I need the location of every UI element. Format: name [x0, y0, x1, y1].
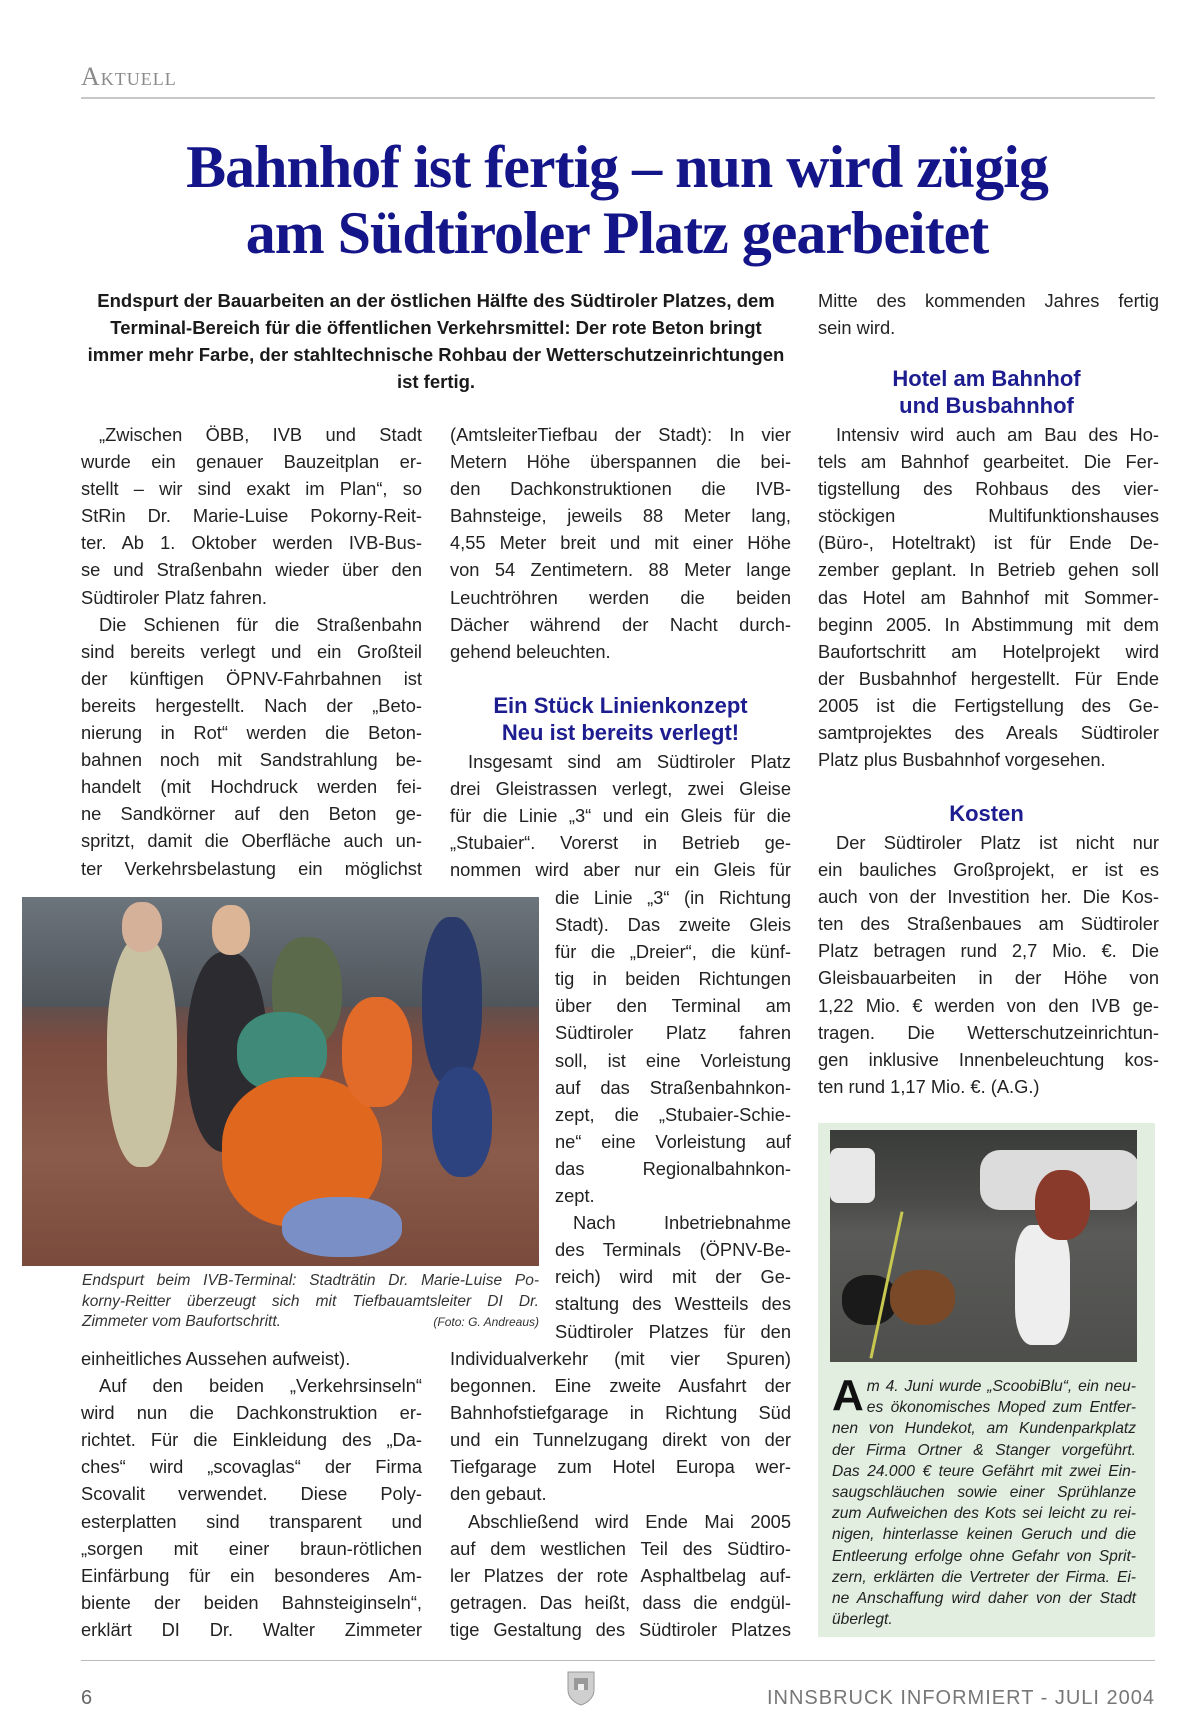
sidebar-lines [832, 1371, 1136, 1630]
headline-line-1: Bahnhof ist fertig – nun wird zügig [186, 134, 1048, 200]
page-number: 6 [81, 1687, 93, 1709]
text-line: Intensiv wird auch am Bau des Ho- [836, 424, 1159, 445]
text-line: Platz plus Busbahnhof vorgesehen. [818, 749, 1106, 771]
caption-line: korny-Reitter überzeugt sich mit Tiefbauamtsleiter DI Dr. [82, 1292, 539, 1310]
text-line: der künftigen ÖPNV-Fahrbahnen ist [81, 667, 422, 689]
column-1-bottom [81, 1345, 422, 1643]
text-line: staltung des Westteils des [555, 1293, 791, 1315]
text-line: ches“ wird „scovaglas“ der Firma [81, 1456, 422, 1478]
text-line: Tiefgarage zum Hotel Europa wer- [450, 1456, 791, 1478]
city-crest-icon [566, 1670, 596, 1706]
drop-cap: A [832, 1371, 864, 1420]
text-line: die Linie „3“ (in Richtung [555, 887, 791, 908]
text-line: wurde ein genauer Bauzeitplan er- [81, 451, 422, 473]
text-line: Südtiroler Platz fahren. [81, 586, 267, 608]
text-line: nommen wird aber nur ein Gleis für [450, 859, 791, 881]
text-line: 2005 ist die Fertigstellung des Ge- [818, 694, 1159, 716]
column-3-hotel [818, 421, 1159, 773]
sidebar-line: saugschläuchen sowie einer Sprühlanze [832, 1484, 1136, 1502]
headline-line-2: am Südtiroler Platz gearbeitet [245, 200, 989, 266]
scooter-dogs-photo [830, 1130, 1137, 1362]
text-line: ten rund 1,17 Mio. €. (A.G.) [818, 1075, 1040, 1097]
text-line: tigstellung des Rohbaus des vier- [818, 478, 1159, 500]
text-line: über den Terminal am [555, 995, 791, 1017]
subheading-kosten [818, 800, 1155, 827]
text-line: für die Linie „3“ und ein Gleis für die [450, 805, 791, 827]
column-2-bottom [450, 1345, 791, 1643]
text-line: Südtiroler Platzes für den [555, 1320, 791, 1342]
text-line: Einfärbung für ein besonderes Am- [81, 1564, 422, 1586]
text-line: Gleisbauarbeiten in der Höhe von [818, 967, 1159, 989]
column-2-narrow [555, 884, 791, 1345]
text-line: Baufortschritt am Hotelprojekt wird [818, 640, 1159, 662]
text-line: des Terminals (ÖPNV-Be- [555, 1239, 791, 1261]
text-line: zember geplant. In Betrieb gehen soll [818, 559, 1159, 581]
lead-paragraph: Endspurt der Bauarbeiten an der östlichen Hälfte des Südtiroler Platzes, dem Terminal-Bereich für die öffentlichen Verkehrsmittel: Der rote Beton bringt immer mehr Farbe, der stahltechnische Rohbau der Wetterschutzeinrichtungen ist fertig. [87, 290, 785, 392]
construction-site-photo [22, 897, 539, 1266]
text-line: einheitliches Aussehen aufweist). [81, 1348, 351, 1369]
text-line: und ein Tunnelzugang direkt von der [450, 1429, 791, 1451]
text-line: 1,22 Mio. € werden von den IVB ge- [818, 994, 1159, 1016]
text-line: erklärt DI Dr. Walter Zimmeter [81, 1618, 422, 1640]
text-line: 4,55 Meter breit und mit einer Höhe [450, 532, 791, 554]
text-line: auf dem westlichen Teil des Südtiro- [450, 1537, 791, 1559]
text-line: StRin Dr. Marie-Luise Pokorny-Reit- [81, 505, 422, 527]
text-line: (AmtsleiterTiefbau der Stadt): In vier [450, 424, 791, 445]
sidebar-line: nigen, hinterlasse keinen Geruch und die [832, 1526, 1136, 1544]
sidebar-line: überlegt. [832, 1611, 893, 1629]
text-line: getragen. Das heißt, dass die endgül- [450, 1591, 791, 1613]
column-3-top [818, 287, 1159, 341]
text-line: für die „Dreier“, die künf- [555, 941, 791, 963]
sidebar-line: ne Anschaffung wird daher von der Stadt [832, 1590, 1136, 1608]
text-line: Abschließend wird Ende Mai 2005 [468, 1510, 791, 1532]
text-line: Der Südtiroler Platz ist nicht nur [836, 832, 1159, 853]
text-line: Bahnhofstiefgarage in Richtung Süd [450, 1402, 791, 1424]
text-line: ne“ eine Vorleistung auf [555, 1130, 791, 1152]
text-line: gen inklusive Innenbeleuchtung kos- [818, 1048, 1159, 1070]
caption-text: Zimmeter vom Baufortschritt. [82, 1313, 281, 1330]
sidebar-line: Das 24.000 € teure Gefährt mit zwei Ein- [832, 1462, 1136, 1480]
text-line: ler Platzes der rote Asphaltbelag auf- [450, 1564, 791, 1586]
text-line: bahnen noch mit Sandstrahlung be- [81, 749, 422, 771]
text-line: reich) wird mit der Ge- [555, 1266, 791, 1288]
text-line: beginn 2005. In Abstimmung mit dem [818, 613, 1159, 635]
text-line: das Regionalbahnkon- [555, 1157, 791, 1179]
sidebar-line: Entleerung erfolge ohne Gefahr von Sprit- [832, 1547, 1136, 1565]
text-line: Auf den beiden „Verkehrsinseln“ [99, 1375, 422, 1397]
text-line: Stadt). Das zweite Gleis [555, 914, 791, 936]
text-line: tige Gestaltung des Südtiroler Platzes [450, 1618, 791, 1640]
subheading-line: Hotel am Bahnhof [892, 366, 1081, 391]
footer-rule [81, 1660, 1155, 1661]
photo-credit: (Foto: G. Andreaus) [433, 1315, 539, 1329]
text-line: sind bereits verlegt und ein Großteil [81, 640, 422, 662]
text-line: Insgesamt sind am Südtiroler Platz [468, 751, 791, 772]
text-line: wird nun die Dachkonstruktion er- [81, 1402, 422, 1424]
subheading-line: Kosten [949, 801, 1024, 826]
text-line: tels am Bahnhof gearbeitet. Die Fer- [818, 451, 1159, 473]
caption-line [82, 1312, 539, 1333]
text-line: Platz betragen rund 2,7 Mio. €. Die [818, 940, 1159, 962]
subheading-linienkonzept [450, 692, 791, 746]
text-line: Dächer während der Nacht durch- [450, 613, 791, 635]
sidebar-text [832, 1371, 1136, 1630]
text-line: (Büro-, Hoteltrakt) ist für Ende De- [818, 532, 1159, 554]
text-line: Mitte des kommenden Jahres fertig [818, 290, 1159, 311]
text-line: Bahnsteige, jeweils 88 Meter lang, [450, 505, 791, 527]
text-line: Nach Inbetriebnahme [573, 1212, 791, 1234]
text-line: se und Straßenbahn wieder über den [81, 559, 422, 581]
text-line: zept, die „Stubaier-Schie- [555, 1103, 791, 1125]
text-line: Leuchtröhren werden die beiden [450, 586, 791, 608]
text-line: auch von der Investition her. Die Kos- [818, 886, 1159, 908]
sidebar-line: zern, erklärten die Vertreter der Firma. Ei- [832, 1568, 1136, 1586]
text-line: tragen. Die Wetterschutzeinrichtun- [818, 1021, 1159, 1043]
text-line: ter Verkehrsbelastung ein möglichst [81, 857, 422, 879]
photo-caption [82, 1271, 539, 1333]
text-line: ne Sandkörner auf den Beton ge- [81, 803, 422, 825]
text-line: handelt (mit Hochdruck werden fei- [81, 776, 422, 798]
text-line: auf das Straßenbahnkon- [555, 1076, 791, 1098]
text-line: stöckigen Multifunktionshauses [818, 505, 1159, 527]
subheading-hotel [818, 365, 1155, 419]
column-2-top [450, 421, 791, 665]
text-line: bereits hergestellt. Nach der „Beto- [81, 694, 422, 716]
sidebar-line: nen von Hundekot, am Kundenparkplatz [832, 1420, 1136, 1438]
text-line: gehend beleuchten. [450, 640, 611, 662]
text-line: sein wird. [818, 317, 896, 339]
subheading-line: und Busbahnhof [899, 393, 1074, 418]
text-line: ter. Ab 1. Oktober werden IVB-Bus- [81, 532, 422, 554]
text-line: der Busbahnhof hergestellt. Für Ende [818, 667, 1159, 689]
text-line: Scovalit verwendet. Diese Poly- [81, 1483, 422, 1505]
text-line: biente der beiden Bahnsteiginseln“, [81, 1591, 422, 1613]
text-line: nierung in Rot“ werden die Beton- [81, 722, 422, 744]
sidebar-line: der Firma Ortner & Stanger vorgeführt. [832, 1441, 1136, 1459]
text-line: Individualverkehr (mit vier Spuren) [450, 1348, 791, 1369]
text-line: Südtiroler Platz fahren [555, 1022, 791, 1044]
text-line: begonnen. Eine zweite Ausfahrt der [450, 1375, 791, 1397]
column-1-top [81, 421, 422, 882]
text-line: das Hotel am Bahnhof mit Sommer- [818, 586, 1159, 608]
subheading-line: Ein Stück Linienkonzept [493, 693, 748, 718]
section-label: Aktuell [81, 62, 177, 91]
publication-footer: INNSBRUCK INFORMIERT - JULI 2004 [766, 1687, 1155, 1709]
text-line: ein bauliches Großprojekt, er ist es [818, 859, 1159, 881]
sidebar-line: es ökonomisches Moped zum Entfer- [866, 1399, 1136, 1417]
header-rule [81, 97, 1155, 99]
text-line: Die Schienen für die Straßenbahn [99, 613, 422, 635]
text-line: tig in beiden Richtungen [555, 968, 791, 990]
text-line: drei Gleistrassen verlegt, zwei Gleise [450, 778, 791, 800]
text-line: „sorgen mit einer braun-rötlichen [81, 1537, 422, 1559]
caption-line: Endspurt beim IVB-Terminal: Stadträtin Dr. Marie-Luise Po- [82, 1272, 539, 1289]
text-line: spritzt, damit die Oberfläche auch un- [81, 830, 422, 852]
text-line: richtet. Für die Einkleidung des „Da- [81, 1429, 422, 1451]
text-line: zept. [555, 1185, 595, 1207]
text-line: stellt – wir sind exakt im Plan“, so [81, 478, 422, 500]
column-3-kosten [818, 829, 1159, 1100]
text-line: ten des Straßenbaues am Südtiroler [818, 913, 1159, 935]
text-line: von 54 Zentimetern. 88 Meter lange [450, 559, 791, 581]
sidebar-line: m 4. Juni wurde „ScoobiBlu“, ein neu- [866, 1378, 1136, 1395]
text-line: „Stubaier“. Vorerst in Betrieb ge- [450, 832, 791, 854]
sidebar-line: zum Aufweichen des Kots sei leicht zu rei- [832, 1505, 1136, 1523]
text-line: Metern Höhe überspannen die bei- [450, 451, 791, 473]
text-line: den Dachkonstruktionen die IVB- [450, 478, 791, 500]
text-line: esterplatten sind transparent und [81, 1510, 422, 1532]
text-line: den gebaut. [450, 1483, 547, 1505]
text-line: samtprojektes des Areals Südtiroler [818, 722, 1159, 744]
subheading-line: Neu ist bereits verlegt! [501, 720, 740, 745]
column-2-mid [450, 748, 791, 883]
text-line: soll, ist eine Vorleistung [555, 1049, 791, 1071]
text-line: „Zwischen ÖBB, IVB und Stadt [99, 424, 422, 445]
